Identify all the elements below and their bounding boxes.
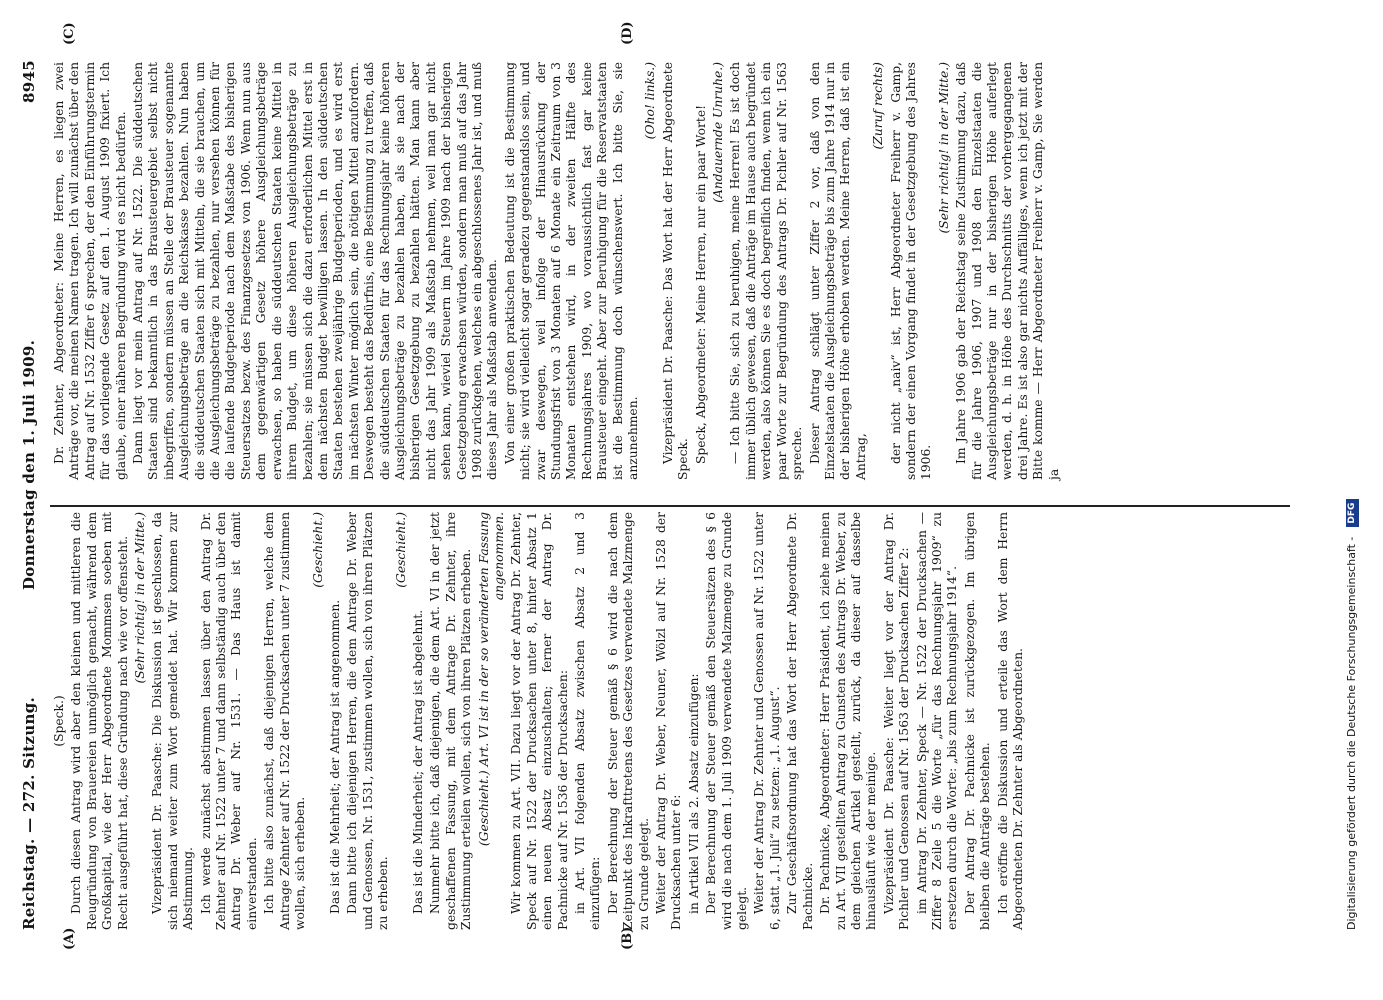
- margin-mark-b: (B): [620, 926, 635, 950]
- paragraph: Ich werde zunächst abstimmen lassen über den Antrag Dr. Zehnter auf Nr. 1522 unter 7 und dann selbständig auch über den Antrag Dr. Weber auf Nr. 1531. — Das Haus ist damit einverstanden.: [198, 512, 259, 930]
- paragraph: Vizepräsident Dr. Paasche: Weiter liegt vor der Antrag Dr. Pichler und Genossen auf Nr. 1563 der Drucksachen Ziffer 2:: [881, 512, 912, 930]
- right-column: [52, 62, 1064, 480]
- paragraph: Nunmehr bitte ich, daß diejenigen, die dem Art. VI in der jetzt geschaffenen Fassung, mit dem Antrage Dr. Zehnter, ihre Zustimmung erteilen wollen, sich von ihren Plätzen erheben.: [428, 512, 474, 930]
- paragraph: Dann liegt vor mein Antrag auf Nr. 1522. Die süddeutschen Staaten sind bekanntlich in das Brausteuergebiet selbst nicht inbegriffen, sondern müssen an Stelle der Brausteuer sogenannte Ausgleichungsbeträge an die Reichskasse bezahlen. Nun haben die süddeutschen Staaten sich mit Mitteln, die sie brauchen, um die Ausgleichungsbeträge zu bezahlen, nur versehen können für die laufende Budgetperiode nach dem Maßstabe des bisherigen Steuersatzes bezw. des Finanzgesetzes von 1906. Wenn nun aus dem gegenwärtigen Gesetz höhere Ausgleichungsbeträge erwachsen, so haben die süddeutschen Staaten keine Mittel in ihrem Budget, um diese höheren Ausgleichungsbeträge zu bezahlen; sie müssen sich die dazu erforderlichen Mittel erst in dem nächsten Budget bewilligen lassen. In den süddeutschen Staaten bestehen zweijährige Budgetperioden, und es wird erst im nächsten Winter möglich sein, die nötigen Mittel anzufordern. Deswegen besteht das Bedürfnis, eine Bestimmung zu treffen, daß die süddeutschen Staaten für das Rechnungsjahr keine höheren Ausgleichungsbeträge zu bezahlen haben, als sie nach der bisherigen Gesetzgebung zu bezahlen hätten. Man kann aber nicht das Jahr 1909 als Maßstab nehmen, weil man gar nicht sehen kann, wieviel Steuern im Jahre 1909 nach der bisherigen Gesetzgebung erwachsen würden, sondern man muß auf das Jahr 1908 zurückgehen, welches ein abgeschlossenes Jahr ist, und muß dieses Jahr als Maßstab anwenden.: [131, 62, 500, 480]
- header-session-title: Reichstag. — 272. Sitzung.: [20, 696, 38, 930]
- paragraph: Dieser Antrag schlägt unter Ziffer 2 vor, daß von den Einzelstaaten die Ausgleichungsbeträge bis zum Jahre 1914 nur in der bisherigen Höhe erhoben werden. Meine Herren, daß ist ein Antrag,: [807, 62, 868, 480]
- paragraph: Dr. Zehnter, Abgeordneter: Meine Herren, es liegen zwei Anträge vor, die meinen Namen tragen. Ich will zunächst über den Antrag auf Nr. 1532 Ziffer 6 sprechen, der den Einführungstermin für das vorliegende Gesetz auf den 1. August 1909 fixiert. Ich glaube, einer näheren Begründung wird es nicht bedürfen.: [52, 62, 128, 480]
- stage-direction: (Zuruf rechts): [871, 62, 886, 150]
- paragraph: Das ist die Minderheit; der Antrag ist abgelehnt.: [410, 609, 425, 914]
- column-divider: [50, 505, 1290, 507]
- paragraph: im Antrag Dr. Zehnter, Speck — Nr. 1522 der Drucksachen — Ziffer 8 Zeile 5 die Worte „für das Rechnungsjahr 1909“ zu ersetzen durch die Worte: „bis zum Rechnungsjahr 1914“.: [914, 512, 960, 930]
- margin-mark-c: (C): [62, 22, 77, 45]
- paragraph: in Artikel VII als 2. Absatz einzufügen:: [686, 673, 701, 914]
- footer-text: Digitalisierung gefördert durch die Deutsche Forschungsgemeinschaft -: [1345, 533, 1358, 930]
- paragraph: Der Berechnung der Steuer gemäß den Steuersätzen des § 6 wird die nach dem 1. Juli 1909 verwendete Malzmenge zu Grunde gelegt.: [704, 512, 750, 930]
- page-header: [16, 60, 44, 930]
- paragraph: Vizepräsident Dr. Paasche: Das Wort hat der Herr Abgeordnete Speck.: [660, 62, 691, 480]
- stage-direction: (Geschieht.) Art. VI ist in der so veränderten Fassung angenommen.: [476, 512, 506, 847]
- speaker-continuation: (Speck.): [52, 695, 66, 747]
- paragraph: Im Jahre 1906 gab der Reichstag seine Zustimmung dazu, daß für die Jahre 1906, 1907 und 1908 den Einzelstaaten die Ausgleichungsbeträge nur in der bisherigen Höhe auferlegt werden, d. h. in Höhe des Durchschnitts der vorhergegangenen drei Jahre. Es ist also gar nichts Auffälliges, wenn ich jetzt mit der Bitte komme — Herr Abgeordneter Freiherr v. Gamp, Sie werden ja: [954, 62, 1061, 480]
- paragraph: Vizepräsident Dr. Paasche: Die Diskussion ist geschlossen, da sich niemand weiter zum Wort gemeldet hat. Wir kommen zur Abstimmung.: [150, 512, 196, 930]
- margin-mark-d: (D): [620, 21, 635, 45]
- paragraph: der nicht „naiv“ ist, Herr Abgeordneter Freiherr v. Gamp, sondern der einen Vorgang findet in der Gesetzgebung des Jahres 1906.: [888, 62, 934, 480]
- paragraph: Ich eröffne die Diskussion und erteile das Wort dem Herrn Abgeordneten Dr. Zehnter als Abgeordneten.: [995, 512, 1025, 930]
- paragraph: Dann bitte ich diejenigen Herren, die dem Antrage Dr. Weber und Genossen, Nr. 1531, zustimmen wollen, sich von ihren Plätzen zu erheben.: [345, 512, 391, 930]
- paragraph: Weiter der Antrag Dr. Zehnter und Genossen auf Nr. 1522 unter 6, statt „1. Juli“ zu setzen: „1. August“.: [752, 512, 782, 930]
- stage-direction: (Andauernde Unruhe.): [711, 62, 726, 203]
- header-date: Donnerstag den 1. Juli 1909.: [20, 339, 38, 590]
- paragraph: — Ich bitte Sie, sich zu beruhigen, meine Herren! Es ist doch immer üblich gewesen, daß die Anträge im Hause auch begründet werden, also können Sie es doch begreiflich finden, wenn ich ein paar Worte zur Begründung des Antrags Dr. Pichler auf Nr. 1563 spreche.: [728, 62, 805, 480]
- paragraph: Wir kommen zu Art. VII. Dazu liegt vor der Antrag Dr. Zehnter, Speck auf Nr. 1522 der Drucksachen unter 8, hinter Absatz 1 einen neuen Absatz einzuschalten; ferner der Antrag Dr. Pachnicke auf Nr. 1536 der Drucksachen:: [509, 512, 570, 930]
- footer-credit: [1345, 30, 1359, 930]
- page-number: 8945: [20, 60, 38, 103]
- dfg-logo: DFG: [1346, 499, 1359, 527]
- paragraph: Zur Geschäftsordnung hat das Wort der Herr Abgeordnete Dr. Pachnicke.: [785, 512, 815, 930]
- paragraph: Der Berechnung der Steuer gemäß § 6 wird die nach dem Zeitpunkt des Inkrafttretens des Gesetzes verwendete Malzmenge zu Grunde gelegt.: [605, 512, 651, 930]
- stage-direction: (Sehr richtig! in der Mitte.): [936, 62, 951, 234]
- paragraph: Der Antrag Dr. Pachnicke ist zurückgezogen. Im übrigen bleiben die Anträge bestehen.: [962, 512, 993, 930]
- paragraph: Weiter der Antrag Dr. Weber, Neuner, Wölzl auf Nr. 1528 der Drucksachen unter 6:: [654, 512, 684, 930]
- paragraph: Ich bitte also zunächst, daß diejenigen Herren, welche dem Antrage Zehnter auf Nr. 1522 der Drucksachen unter 7 zustimmen wollen, sich erheben.: [262, 512, 308, 930]
- paragraph: Durch diesen Antrag wird aber den kleinen und mittleren die Reugründung von Brauereien unmöglich gemacht, während dem Großkapital, wie der Herr Abgeordnete Mommsen soeben mit Recht ausgeführt hat, diese Gründung nach wie vor offensteht.: [69, 512, 130, 930]
- margin-mark-a: (A): [62, 927, 77, 950]
- paragraph: Von einer großen praktischen Bedeutung ist die Bestimmung nicht; sie wird vielleicht sogar geradezu gegenstandslos sein, und zwar deswegen, weil infolge der Hinausrückung der Stundungsfrist von 3 Monaten auf 6 Monate ein Zeitraum von 3 Monaten entstehen wird, in der zweiten Hälfte des Rechnungsjahres 1909, wo voraussichtlich fast gar keine Brausteuer eingeht. Aber zur Beruhigung für die Reservatstaaten ist die Bestimmung doch wünschenswert. Ich bitte Sie, sie anzunehmen.: [502, 62, 641, 480]
- paragraph: Speck, Abgeordneter: Meine Herren, nur ein paar Worte!: [693, 104, 708, 464]
- stage-direction: (Geschieht.): [310, 512, 325, 588]
- paragraph: Das ist die Mehrheit; der Antrag ist angenommen.: [327, 599, 342, 914]
- paragraph: Dr. Pachnicke, Abgeordneter: Herr Präsident, ich ziehe meinen zu Art. VII gestellten Antrag zu Gunsten des Antrags Dr. Weber, zu dem gleichen Artikel gestellt, zurück, da dieser auf dasselbe hinausläuft wie der meinige.: [818, 512, 879, 930]
- stage-direction: (Oho! links.): [643, 62, 658, 140]
- stage-direction: (Geschieht.): [393, 512, 408, 588]
- stage-direction: (Sehr richtig! in der Mitte.): [133, 512, 148, 684]
- left-column: [52, 512, 1028, 930]
- paragraph: in Art. VII folgenden Absatz zwischen Absatz 2 und 3 einzufügen:: [573, 512, 603, 930]
